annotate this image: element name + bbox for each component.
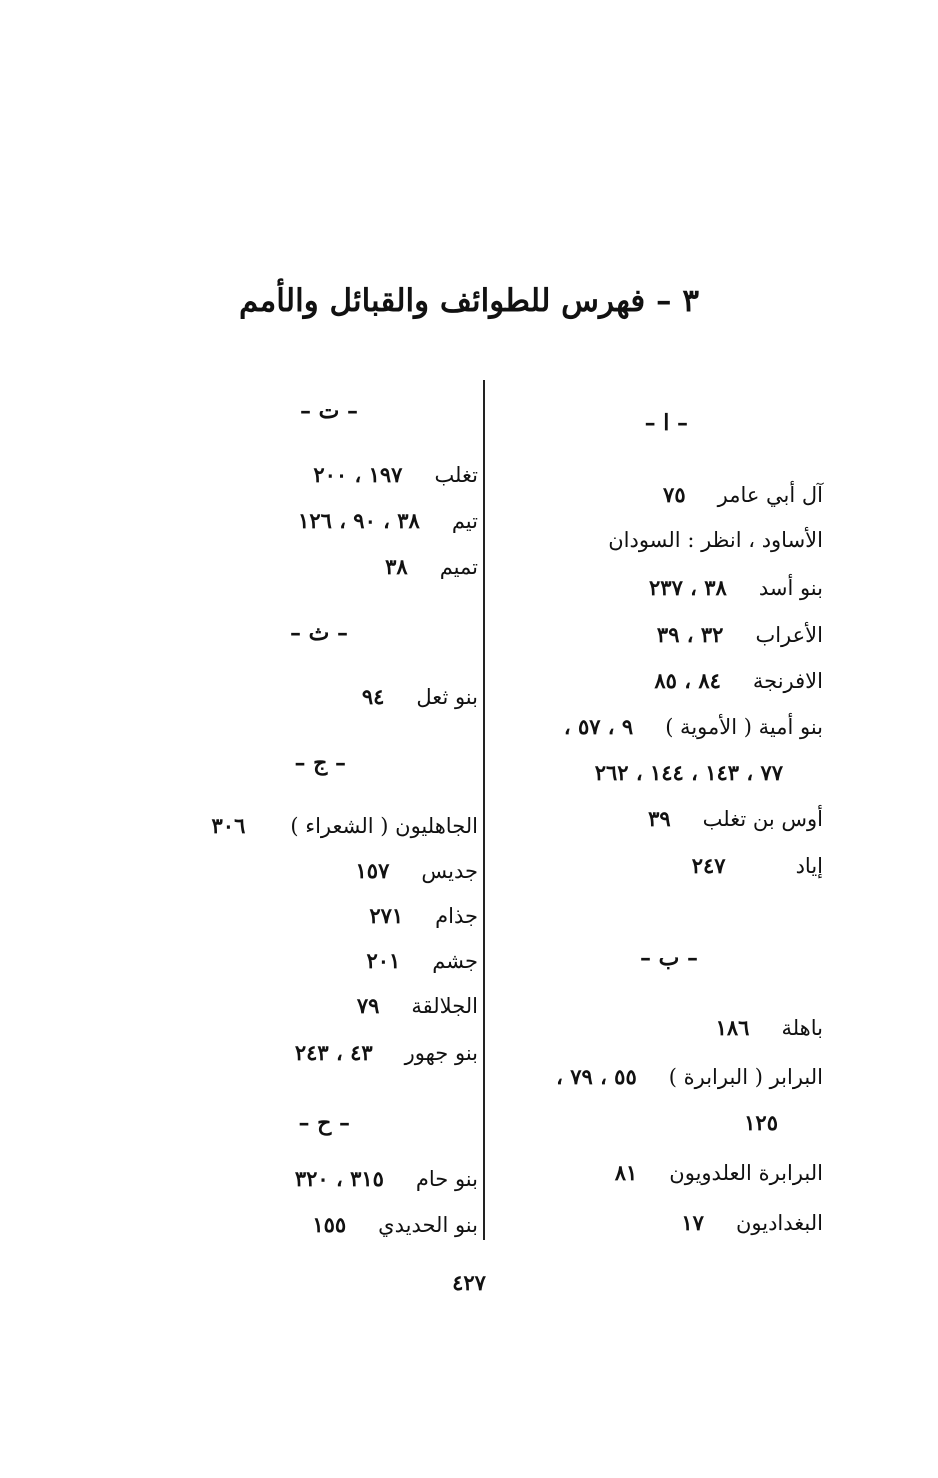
entry-pages: ١٥٧	[355, 858, 390, 883]
page-title: ٣ – فهرس للطوائف والقبائل والأمم	[239, 283, 699, 319]
entry-pages: ٣١٥ ، ٣٢٠	[294, 1166, 384, 1191]
entry-pages: ٩٤	[361, 684, 385, 709]
entry-name: تميم	[439, 555, 478, 579]
entry-name: بنو جهور	[404, 1041, 478, 1065]
entry-pages: ٣٨ ، ٢٣٧	[649, 575, 727, 600]
index-entry	[362, 684, 478, 709]
entry-pages: ٧٩	[356, 993, 380, 1018]
entry-pages: ٢٧١	[369, 903, 404, 928]
entry-pages: ٣٠٦	[211, 813, 246, 838]
entry-name: جشم	[432, 949, 478, 973]
entry-continuation: ٧٧ ، ١٤٣ ، ١٤٤ ، ٢٦٢	[594, 760, 783, 785]
entry-name: الأعراب	[755, 623, 823, 647]
entry-name: بنو حام	[415, 1167, 478, 1191]
index-entry	[657, 622, 823, 647]
index-entry	[295, 1040, 478, 1065]
entry-name: تيم	[451, 509, 478, 533]
entry-pages: ١٨٦	[715, 1015, 750, 1040]
entry-name: باهلة	[781, 1016, 823, 1040]
entry-name: آل أبي عامر	[717, 483, 823, 507]
entry-pages: ٣٢ ، ٣٩	[656, 622, 724, 647]
index-entry	[648, 806, 823, 831]
entry-pages: ٧٥	[663, 482, 686, 507]
entry-continuation: ١٢٥	[744, 1110, 778, 1135]
entry-pages: ٣٩	[648, 806, 671, 831]
index-entry	[385, 554, 478, 579]
page-number: ٤٢٧	[452, 1270, 486, 1295]
entry-name: إياد	[795, 854, 823, 878]
entry-pages: ١٥٥	[312, 1212, 347, 1237]
entry-name: جديس	[421, 859, 478, 883]
section-heading-jim: – ج –	[294, 750, 346, 776]
entry-name: الجلالقة	[411, 994, 478, 1018]
index-entry	[556, 1064, 823, 1089]
index-entry	[654, 668, 823, 693]
entry-name: البغداديون	[735, 1211, 823, 1235]
section-heading-tha: – ث –	[289, 620, 348, 646]
entry-pages: ٨١	[614, 1160, 638, 1185]
index-entry	[608, 528, 823, 552]
entry-name: أوس بن تغلب	[702, 807, 823, 831]
entry-pages: ٤٣ ، ٢٤٣	[294, 1040, 373, 1065]
index-entry	[369, 903, 478, 928]
entry-name: بنو أمية ( الأموية )	[665, 715, 823, 739]
entry-name: الافرنجة	[752, 669, 823, 693]
entry-name: الجاهليون ( الشعراء )	[290, 814, 478, 838]
entry-name: البرابر ( البرابرة )	[668, 1065, 823, 1089]
column-divider	[483, 380, 485, 1240]
entry-pages: ٢٠١	[366, 948, 401, 973]
entry-name: تغلب	[434, 463, 478, 487]
index-entry	[681, 1210, 823, 1235]
entry-pages: ٩ ، ٥٧ ،	[563, 714, 634, 739]
entry-name: بنو الحديدي	[378, 1213, 478, 1237]
entry-pages: ٣٨ ، ٩٠ ، ١٢٦	[298, 508, 420, 533]
entry-pages: ٥٥ ، ٧٩ ،	[556, 1064, 637, 1089]
index-entry	[649, 575, 823, 600]
index-entry	[357, 993, 478, 1018]
entry-name: البرابرة العلدويون	[669, 1161, 823, 1185]
index-entry	[298, 508, 478, 533]
entry-pages: ٢٤٧	[691, 853, 726, 878]
entry-name: جذام	[435, 904, 478, 928]
section-heading-ha: – ح –	[298, 1110, 350, 1136]
index-entry	[564, 714, 823, 739]
index-entry	[716, 1015, 823, 1040]
index-entry	[366, 948, 478, 973]
index-entry	[312, 1212, 478, 1237]
index-entry	[692, 853, 823, 878]
entry-pages: ٨٤ ، ٨٥	[654, 668, 721, 693]
index-entry	[356, 858, 478, 883]
index-entry	[615, 1160, 823, 1185]
index-entry	[295, 1166, 478, 1191]
entry-pages: ١٧	[681, 1210, 704, 1235]
index-entry	[212, 813, 478, 838]
entry-pages: ٣٨	[385, 554, 408, 579]
section-heading-ba: – ب –	[639, 945, 698, 971]
section-heading-ta: – ت –	[299, 398, 358, 424]
entry-name: بنو ثعل	[416, 685, 478, 709]
index-entry	[313, 462, 478, 487]
entry-name: بنو أسد	[758, 576, 823, 600]
section-heading-alef: – ا –	[644, 410, 688, 436]
entry-name: الأساود ، انظر : السودان	[608, 528, 823, 552]
entry-pages: ١٩٧ ، ٢٠٠	[313, 462, 403, 487]
index-entry	[663, 482, 823, 507]
